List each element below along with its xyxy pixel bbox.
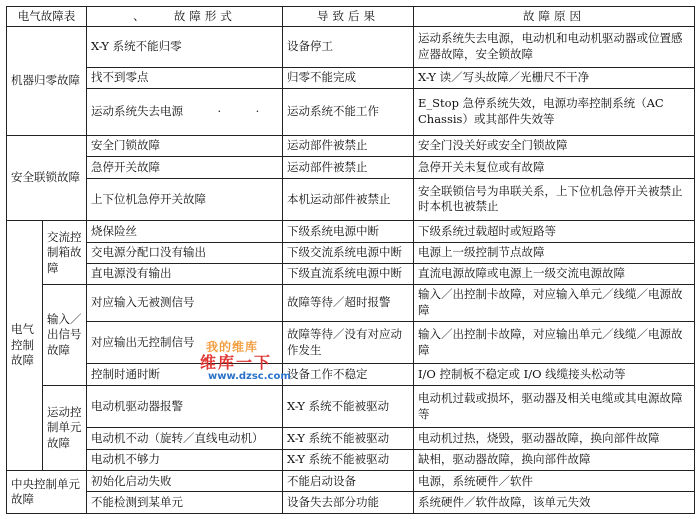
result-cell: X-Y 系统不能被驱动 xyxy=(283,385,414,428)
result-cell: 本机运动部件被禁止 xyxy=(283,178,414,221)
header-fault-form: 、 故障形式 xyxy=(87,7,283,27)
cause-cell: 下级系统过载超时或短路等 xyxy=(414,221,695,242)
result-cell: X-Y 系统不能被驱动 xyxy=(283,428,414,449)
result-cell: 不能启动设备 xyxy=(283,471,414,492)
result-cell: 设备工作不稳定 xyxy=(283,364,414,385)
table-row xyxy=(7,285,695,321)
electrical-fault-table xyxy=(6,6,695,514)
watermark-top-text: 我的维库 xyxy=(206,340,259,354)
table-row xyxy=(7,135,695,156)
fault-form-cell: 上下位机急停开关故障 xyxy=(87,178,283,221)
category-electrical-control-fault: 电气控制故障 xyxy=(7,221,43,471)
cause-cell: 安全联锁信号为串联关系，上下位机急停开关被禁止时本机也被禁止 xyxy=(414,178,695,221)
header-result: 导致后果 xyxy=(283,7,414,27)
cause-cell: 直流电源故障或电源上一级交流电源故障 xyxy=(414,263,695,284)
table-row xyxy=(7,242,695,263)
result-cell: 故障等待／没有对应动作发生 xyxy=(283,321,414,364)
table-row xyxy=(7,364,695,385)
table-row xyxy=(7,492,695,514)
cause-cell: I/O 控制板不稳定或 I/O 线缆接头松动等 xyxy=(414,364,695,385)
table-row xyxy=(7,428,695,449)
table-row xyxy=(7,178,695,221)
fault-form-cell: 控制时通时断 xyxy=(87,364,283,385)
result-cell: 归零不能完成 xyxy=(283,67,414,88)
table-row xyxy=(7,263,695,284)
result-cell: 运动部件被禁止 xyxy=(283,157,414,178)
table-row xyxy=(7,471,695,492)
cause-cell: 输入／出控制卡故障，对应输出单元／线缆／电源故障 xyxy=(414,321,695,364)
subcategory-ac-control-box: 交流控制箱故障 xyxy=(43,221,87,285)
table-row xyxy=(7,157,695,178)
result-cell: 设备停工 xyxy=(283,27,414,68)
watermark-url-text: www.dzsc.com xyxy=(208,371,291,382)
fault-form-cell: 初始化启动失败 xyxy=(87,471,283,492)
cause-cell: 急停开关未复位或有故障 xyxy=(414,157,695,178)
table-row xyxy=(7,449,695,470)
table-row xyxy=(7,221,695,242)
table-row xyxy=(7,321,695,364)
table-row xyxy=(7,27,695,68)
fault-form-cell: 直电源没有输出 xyxy=(87,263,283,284)
fault-form-cell: 交电源分配口没有输出 xyxy=(87,242,283,263)
category-homing-fault: 机器归零故障 xyxy=(7,27,87,136)
fault-form-cell: 急停开关故障 xyxy=(87,157,283,178)
fault-form-cell: 找不到零点 xyxy=(87,67,283,88)
result-cell: 设备失去部分功能 xyxy=(283,492,414,514)
result-cell: 运动系统不能工作 xyxy=(283,88,414,135)
fault-form-cell: 电动机驱动器报警 xyxy=(87,385,283,428)
cause-cell: 安全门没关好或安全门锁故障 xyxy=(414,135,695,156)
table-row xyxy=(7,385,695,428)
fault-form-cell: 对应输出无控制信号 xyxy=(87,321,283,364)
result-cell: 下级交流系统电源中断 xyxy=(283,242,414,263)
result-cell: 故障等待／超时报警 xyxy=(283,285,414,321)
cause-cell: 运动系统失去电源，电动机和电动机驱动器或位置感应器故障，安全锁故障 xyxy=(414,27,695,68)
header-cause: 故障原因 xyxy=(414,7,695,27)
fault-form-cell: 对应输入无被测信号 xyxy=(87,285,283,321)
cause-cell: 系统硬件／软件故障，该单元失效 xyxy=(414,492,695,514)
cause-cell: E_Stop 急停系统失效，电源功率控制系统（AC Chassis）或其部件失效等 xyxy=(414,88,695,135)
table-row xyxy=(7,88,695,135)
fault-table-container xyxy=(6,6,694,514)
subcategory-motion-control-unit: 运动控制单元故障 xyxy=(43,385,87,470)
category-central-control-unit-fault: 中央控制单元故障 xyxy=(7,471,87,514)
result-cell: X-Y 系统不能被驱动 xyxy=(283,449,414,470)
cause-cell: 电源，系统硬件／软件 xyxy=(414,471,695,492)
cause-cell: 缺相，驱动器故障，换向部件故障 xyxy=(414,449,695,470)
result-cell: 运动部件被禁止 xyxy=(283,135,414,156)
fault-form-cell: 电动机不动（旋转／直线电动机） xyxy=(87,428,283,449)
header-category: 电气故障表 xyxy=(7,7,87,27)
fault-form-cell: 不能检测到某单元 xyxy=(87,492,283,514)
fault-form-cell: 安全门锁故障 xyxy=(87,135,283,156)
fault-form-cell: 电动机不够力 xyxy=(87,449,283,470)
fault-form-cell: 烧保险丝 xyxy=(87,221,283,242)
result-cell: 下级系统电源中断 xyxy=(283,221,414,242)
header-row xyxy=(7,7,695,27)
cause-cell: 电源上一级控制节点故障 xyxy=(414,242,695,263)
fault-form-cell: X-Y 系统不能归零 xyxy=(87,27,283,68)
watermark-brand-text: 维库一下 xyxy=(200,353,273,372)
subcategory-io-signal: 输入／出信号故障 xyxy=(43,285,87,385)
result-cell: 下级直流系统电源中断 xyxy=(283,263,414,284)
fault-form-cell: 运动系统失去电源 · · xyxy=(87,88,283,135)
cause-cell: 输入／出控制卡故障，对应输入单元／线缆／电源故障 xyxy=(414,285,695,321)
cause-cell: 电动机过载或损坏，驱动器及相关电缆或其电源故障等 xyxy=(414,385,695,428)
cause-cell: X-Y 读／写头故障／光栅尺不干净 xyxy=(414,67,695,88)
table-row xyxy=(7,67,695,88)
cause-cell: 电动机过热，烧毁，驱动器故障，换向部件故障 xyxy=(414,428,695,449)
category-interlock-fault: 安全联锁故障 xyxy=(7,135,87,220)
